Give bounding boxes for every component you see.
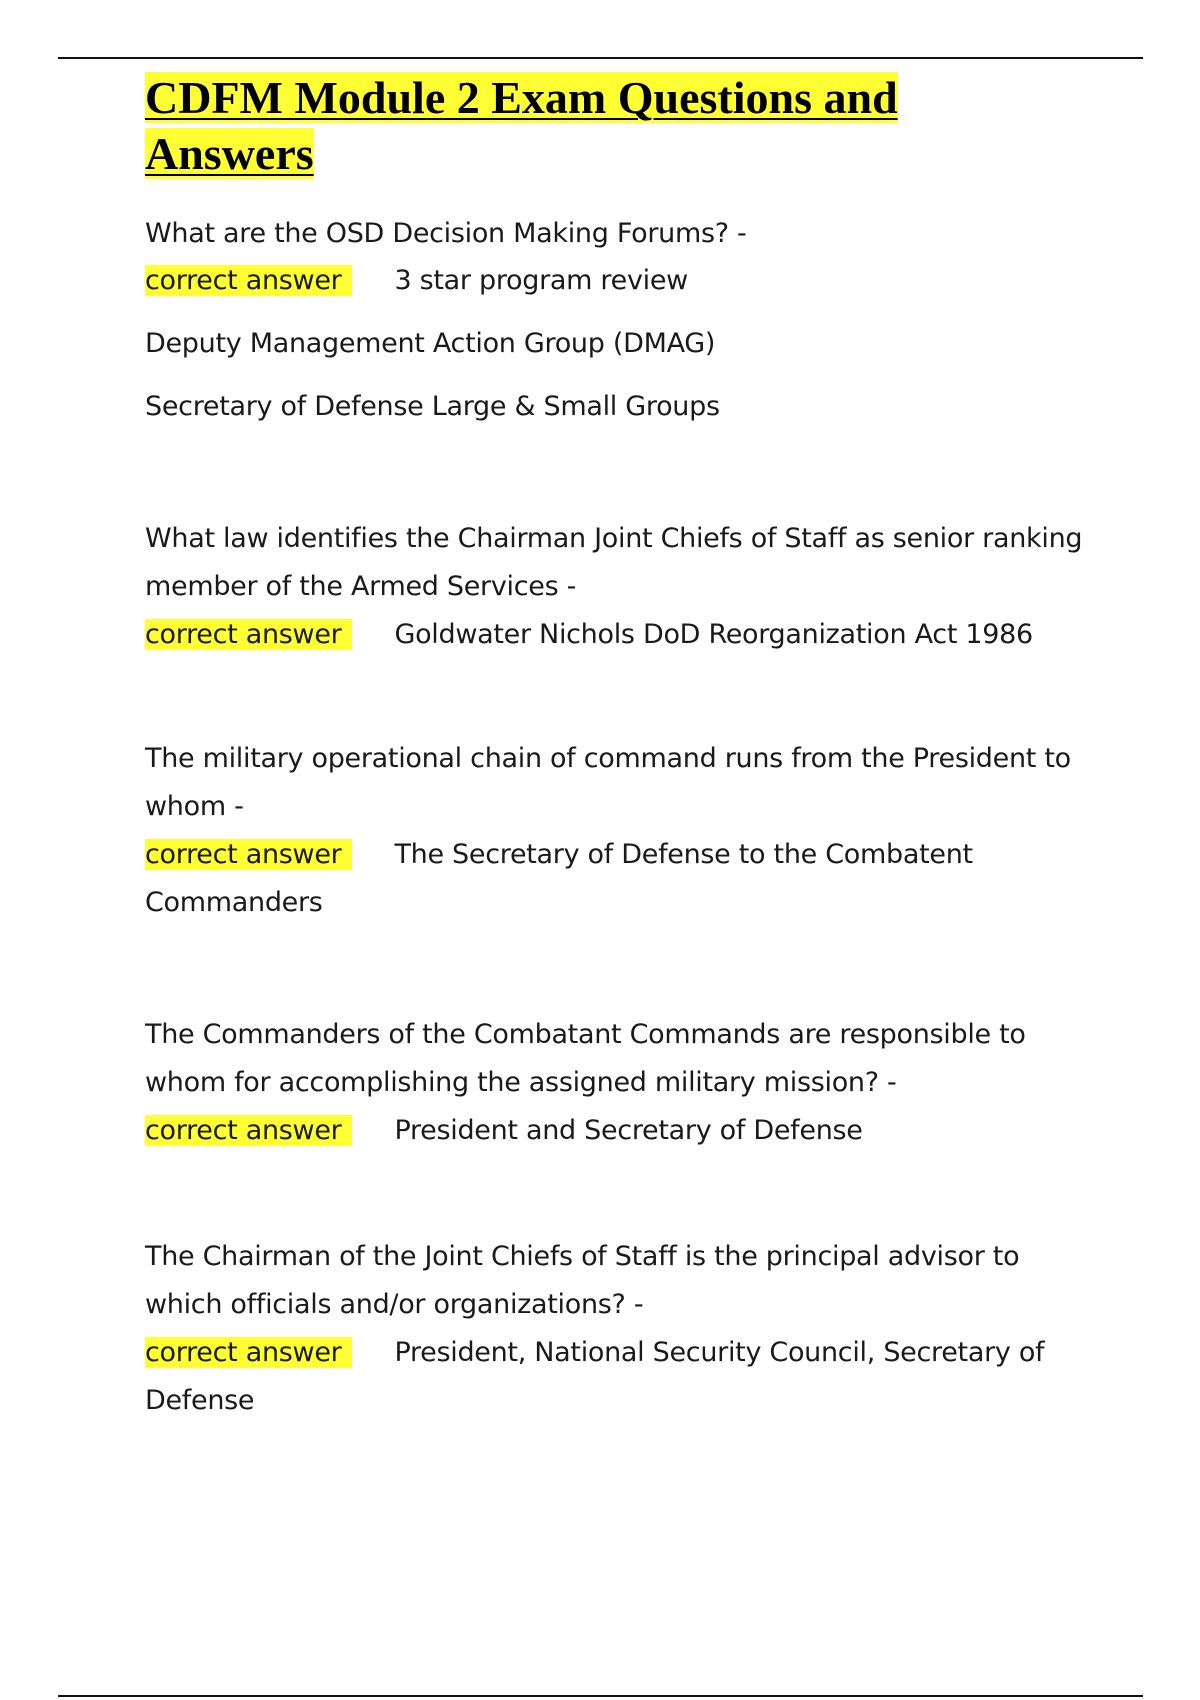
spacer xyxy=(145,927,1090,1011)
question-text: The Chairman of the Joint Chiefs of Staff is the principal advisor to which officials and/or organizations? - xyxy=(145,1241,1020,1320)
correct-answer-label: correct answer xyxy=(145,1337,352,1368)
spacer xyxy=(145,430,1090,515)
answer-line xyxy=(145,1107,1090,1155)
question-text: The Commanders of the Combatant Commands are responsible to whom for accomplishing the assigned military mission? - xyxy=(145,1019,1026,1098)
title-line-2: Answers xyxy=(145,128,314,179)
question-text: What law identifies the Chairman Joint Chiefs of Staff as senior ranking member of the Armed Services - xyxy=(145,523,1083,602)
correct-answer-label: correct answer xyxy=(145,1115,352,1146)
qa-item-3 xyxy=(145,735,1090,927)
question-text: What are the OSD Decision Making Forums? - xyxy=(145,218,747,249)
answer-line xyxy=(145,831,1090,927)
correct-answer-label: correct answer xyxy=(145,839,352,870)
top-rule xyxy=(58,57,1143,59)
qa-item-5 xyxy=(145,1233,1090,1425)
qa-item-4 xyxy=(145,1011,1090,1155)
spacer xyxy=(145,1155,1090,1233)
qa-item-1 xyxy=(145,210,1090,430)
answer-extra-line: Secretary of Defense Large & Small Groups xyxy=(145,391,720,422)
answer-text: President, National Security Council, Secretary of Defense xyxy=(145,1337,1045,1416)
answer-text: Goldwater Nichols DoD Reorganization Act 1986 xyxy=(394,619,1033,650)
spacer xyxy=(145,659,1090,735)
title-line-1: CDFM Module 2 Exam Questions and xyxy=(145,72,898,123)
answer-text: President and Secretary of Defense xyxy=(394,1115,863,1146)
correct-answer-label: correct answer xyxy=(145,265,352,296)
answer-text: 3 star program review xyxy=(394,265,688,296)
qa-item-2 xyxy=(145,515,1090,659)
answer-extra-line: Deputy Management Action Group (DMAG) xyxy=(145,328,716,359)
qa-list xyxy=(145,210,1090,1425)
answer-line xyxy=(145,257,1090,304)
question-text: The military operational chain of command runs from the President to whom - xyxy=(145,743,1071,822)
answer-line xyxy=(145,1329,1090,1425)
correct-answer-label: correct answer xyxy=(145,619,352,650)
answer-text: The Secretary of Defense to the Combatent Commanders xyxy=(145,839,973,918)
document-title xyxy=(145,70,1005,182)
answer-line xyxy=(145,611,1090,659)
bottom-rule xyxy=(58,1695,1143,1697)
